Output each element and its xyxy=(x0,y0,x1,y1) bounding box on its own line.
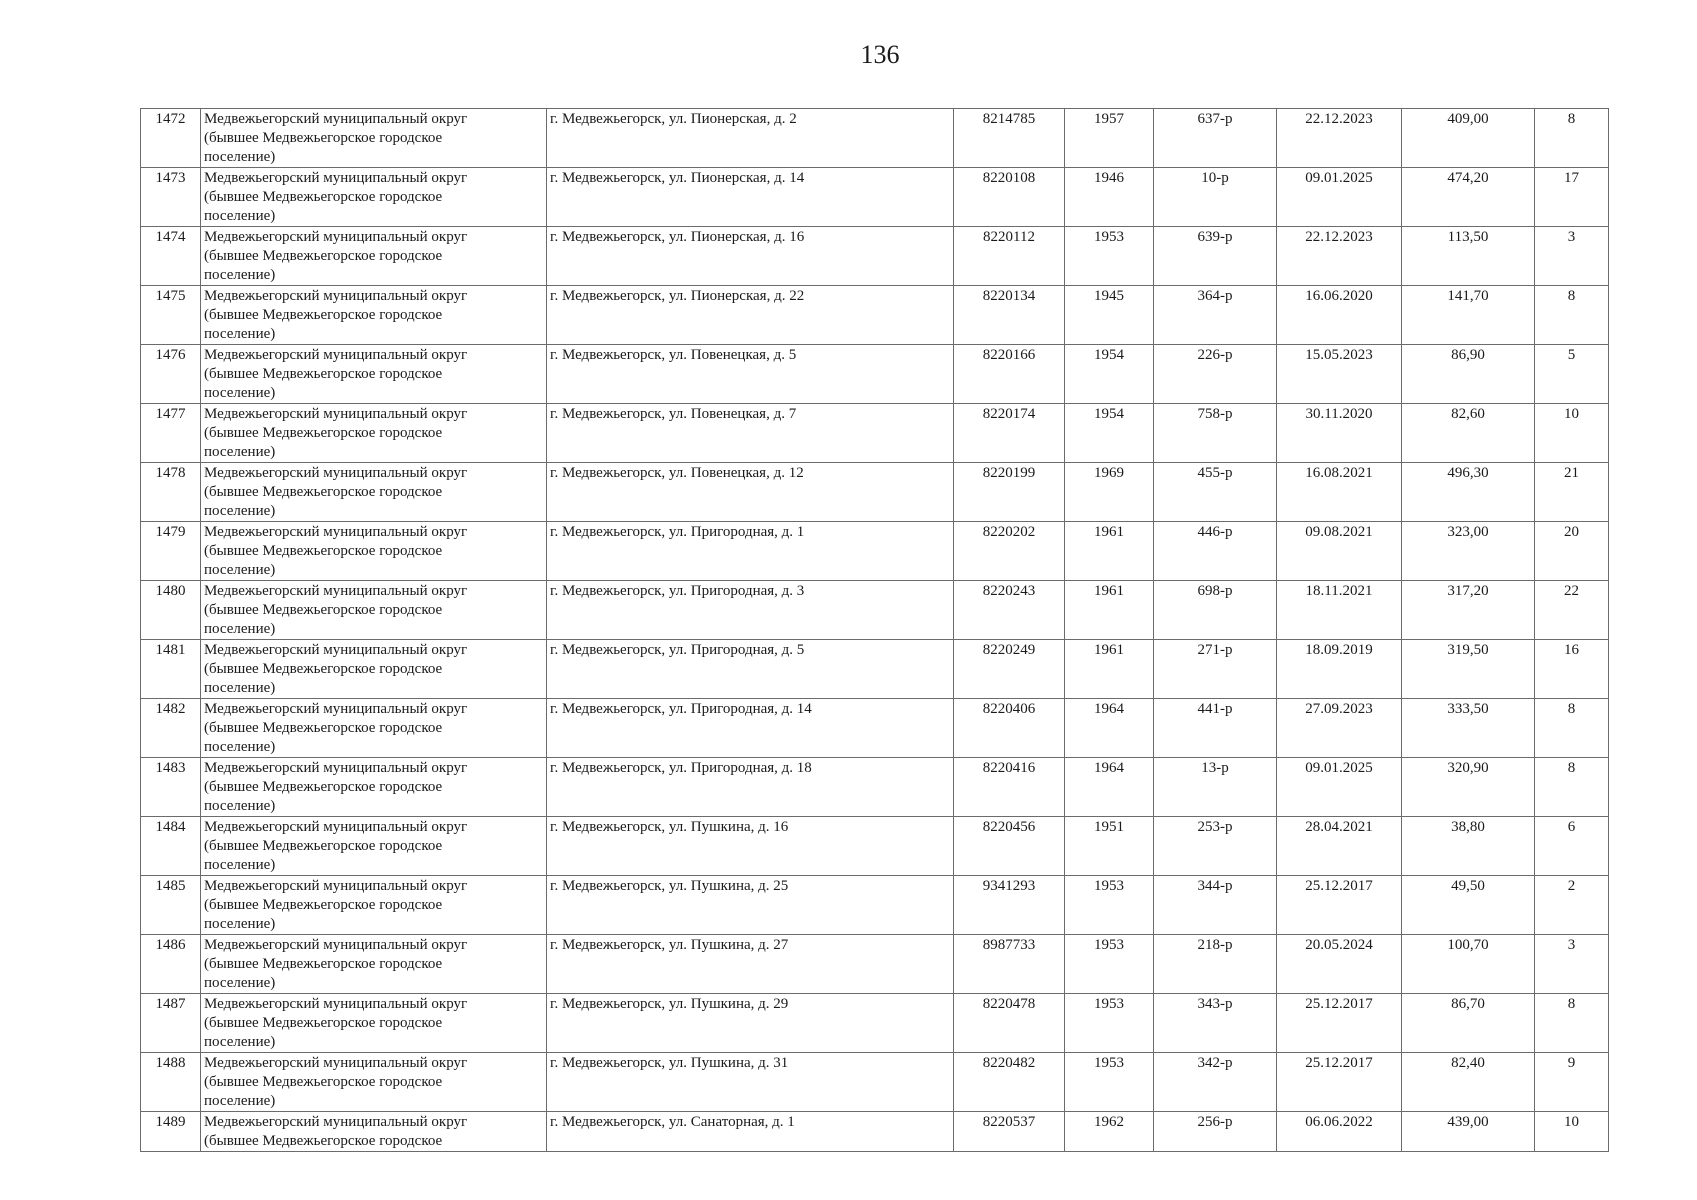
resident-count-cell: 5 xyxy=(1535,345,1609,404)
order-number-cell: 637-р xyxy=(1154,109,1277,168)
municipality-line: (бывшее Медвежьегорское городское xyxy=(204,189,443,205)
object-code-cell: 8220243 xyxy=(954,581,1065,640)
municipality-line: Медвежьегорский муниципальный округ xyxy=(204,819,468,835)
municipality-line: (бывшее Медвежьегорское городское xyxy=(204,779,443,795)
municipality-line: Медвежьегорский муниципальный округ xyxy=(204,1055,468,1071)
area-cell: 113,50 xyxy=(1402,227,1535,286)
object-code-cell: 8220174 xyxy=(954,404,1065,463)
municipality-line: поселение) xyxy=(204,562,276,578)
municipality-line: Медвежьегорский муниципальный округ xyxy=(204,111,468,127)
year-built-cell: 1969 xyxy=(1065,463,1154,522)
area-cell: 474,20 xyxy=(1402,168,1535,227)
resident-count-cell: 16 xyxy=(1535,640,1609,699)
municipality-cell xyxy=(201,522,547,581)
order-number-cell: 343-р xyxy=(1154,994,1277,1053)
municipality-line: Медвежьегорский муниципальный округ xyxy=(204,229,468,245)
municipality-line: поселение) xyxy=(204,739,276,755)
address-cell: г. Медвежьегорск, ул. Повенецкая, д. 5 xyxy=(547,345,954,404)
municipality-line: Медвежьегорский муниципальный округ xyxy=(204,760,468,776)
municipality-line: (бывшее Медвежьегорское городское xyxy=(204,307,443,323)
order-date-cell: 27.09.2023 xyxy=(1277,699,1402,758)
municipality-line: поселение) xyxy=(204,267,276,283)
municipality-cell xyxy=(201,994,547,1053)
municipality-cell xyxy=(201,581,547,640)
year-built-cell: 1961 xyxy=(1065,522,1154,581)
table-row xyxy=(141,286,1609,345)
resident-count-cell: 20 xyxy=(1535,522,1609,581)
area-cell: 320,90 xyxy=(1402,758,1535,817)
row-number-cell: 1478 xyxy=(141,463,201,522)
order-date-cell: 18.11.2021 xyxy=(1277,581,1402,640)
housing-registry-table xyxy=(140,108,1609,1152)
municipality-line: Медвежьегорский муниципальный округ xyxy=(204,937,468,953)
object-code-cell: 8220482 xyxy=(954,1053,1065,1112)
row-number-cell: 1474 xyxy=(141,227,201,286)
municipality-cell xyxy=(201,817,547,876)
municipality-line: поселение) xyxy=(204,680,276,696)
resident-count-cell: 8 xyxy=(1535,699,1609,758)
municipality-cell xyxy=(201,463,547,522)
municipality-line: Медвежьегорский муниципальный округ xyxy=(204,583,468,599)
municipality-line: Медвежьегорский муниципальный округ xyxy=(204,406,468,422)
year-built-cell: 1954 xyxy=(1065,345,1154,404)
resident-count-cell: 10 xyxy=(1535,404,1609,463)
municipality-cell xyxy=(201,168,547,227)
row-number-cell: 1482 xyxy=(141,699,201,758)
municipality-line: Медвежьегорский муниципальный округ xyxy=(204,642,468,658)
address-cell: г. Медвежьегорск, ул. Пушкина, д. 31 xyxy=(547,1053,954,1112)
municipality-line: (бывшее Медвежьегорское городское xyxy=(204,1074,443,1090)
object-code-cell: 8220249 xyxy=(954,640,1065,699)
table-row xyxy=(141,522,1609,581)
municipality-line: (бывшее Медвежьегорское городское xyxy=(204,366,443,382)
address-cell: г. Медвежьегорск, ул. Пригородная, д. 1 xyxy=(547,522,954,581)
year-built-cell: 1953 xyxy=(1065,227,1154,286)
municipality-line: (бывшее Медвежьегорское городское xyxy=(204,897,443,913)
row-number-cell: 1472 xyxy=(141,109,201,168)
table-row xyxy=(141,1053,1609,1112)
municipality-line: (бывшее Медвежьегорское городское xyxy=(204,661,443,677)
order-number-cell: 218-р xyxy=(1154,935,1277,994)
table-row xyxy=(141,1112,1609,1152)
table-row xyxy=(141,345,1609,404)
order-date-cell: 25.12.2017 xyxy=(1277,1053,1402,1112)
municipality-cell xyxy=(201,699,547,758)
municipality-cell xyxy=(201,758,547,817)
order-number-cell: 758-р xyxy=(1154,404,1277,463)
year-built-cell: 1961 xyxy=(1065,581,1154,640)
municipality-line: поселение) xyxy=(204,444,276,460)
order-date-cell: 22.12.2023 xyxy=(1277,109,1402,168)
table-row xyxy=(141,640,1609,699)
object-code-cell: 8220406 xyxy=(954,699,1065,758)
municipality-line: поселение) xyxy=(204,1034,276,1050)
municipality-line: (бывшее Медвежьегорское городское xyxy=(204,956,443,972)
order-date-cell: 09.01.2025 xyxy=(1277,758,1402,817)
row-number-cell: 1486 xyxy=(141,935,201,994)
order-number-cell: 271-р xyxy=(1154,640,1277,699)
table-row xyxy=(141,404,1609,463)
order-date-cell: 25.12.2017 xyxy=(1277,876,1402,935)
municipality-line: (бывшее Медвежьегорское городское xyxy=(204,1133,443,1149)
municipality-cell xyxy=(201,1053,547,1112)
area-cell: 496,30 xyxy=(1402,463,1535,522)
municipality-line: поселение) xyxy=(204,916,276,932)
row-number-cell: 1477 xyxy=(141,404,201,463)
order-date-cell: 15.05.2023 xyxy=(1277,345,1402,404)
year-built-cell: 1964 xyxy=(1065,699,1154,758)
table-row xyxy=(141,994,1609,1053)
municipality-line: (бывшее Медвежьегорское городское xyxy=(204,425,443,441)
address-cell: г. Медвежьегорск, ул. Пушкина, д. 29 xyxy=(547,994,954,1053)
address-cell: г. Медвежьегорск, ул. Пригородная, д. 14 xyxy=(547,699,954,758)
address-cell: г. Медвежьегорск, ул. Пушкина, д. 25 xyxy=(547,876,954,935)
area-cell: 86,90 xyxy=(1402,345,1535,404)
year-built-cell: 1953 xyxy=(1065,935,1154,994)
municipality-line: (бывшее Медвежьегорское городское xyxy=(204,543,443,559)
order-date-cell: 28.04.2021 xyxy=(1277,817,1402,876)
table-row xyxy=(141,935,1609,994)
order-number-cell: 342-р xyxy=(1154,1053,1277,1112)
resident-count-cell: 8 xyxy=(1535,109,1609,168)
order-date-cell: 09.08.2021 xyxy=(1277,522,1402,581)
order-number-cell: 698-р xyxy=(1154,581,1277,640)
order-date-cell: 16.06.2020 xyxy=(1277,286,1402,345)
row-number-cell: 1479 xyxy=(141,522,201,581)
municipality-line: Медвежьегорский муниципальный округ xyxy=(204,701,468,717)
table-row xyxy=(141,463,1609,522)
row-number-cell: 1483 xyxy=(141,758,201,817)
resident-count-cell: 6 xyxy=(1535,817,1609,876)
municipality-line: (бывшее Медвежьегорское городское xyxy=(204,130,443,146)
area-cell: 82,40 xyxy=(1402,1053,1535,1112)
table-row xyxy=(141,109,1609,168)
resident-count-cell: 21 xyxy=(1535,463,1609,522)
municipality-line: (бывшее Медвежьегорское городское xyxy=(204,1015,443,1031)
municipality-line: поселение) xyxy=(204,503,276,519)
table-row xyxy=(141,581,1609,640)
municipality-line: (бывшее Медвежьегорское городское xyxy=(204,484,443,500)
order-number-cell: 441-р xyxy=(1154,699,1277,758)
municipality-cell xyxy=(201,640,547,699)
object-code-cell: 8987733 xyxy=(954,935,1065,994)
table-row xyxy=(141,758,1609,817)
order-date-cell: 20.05.2024 xyxy=(1277,935,1402,994)
order-date-cell: 18.09.2019 xyxy=(1277,640,1402,699)
order-date-cell: 06.06.2022 xyxy=(1277,1112,1402,1152)
year-built-cell: 1946 xyxy=(1065,168,1154,227)
row-number-cell: 1475 xyxy=(141,286,201,345)
address-cell: г. Медвежьегорск, ул. Пионерская, д. 14 xyxy=(547,168,954,227)
resident-count-cell: 3 xyxy=(1535,227,1609,286)
municipality-line: (бывшее Медвежьегорское городское xyxy=(204,248,443,264)
municipality-line: поселение) xyxy=(204,857,276,873)
order-date-cell: 30.11.2020 xyxy=(1277,404,1402,463)
year-built-cell: 1961 xyxy=(1065,640,1154,699)
municipality-line: (бывшее Медвежьегорское городское xyxy=(204,838,443,854)
municipality-line: Медвежьегорский муниципальный округ xyxy=(204,1114,468,1130)
object-code-cell: 8220202 xyxy=(954,522,1065,581)
order-number-cell: 446-р xyxy=(1154,522,1277,581)
order-date-cell: 25.12.2017 xyxy=(1277,994,1402,1053)
address-cell: г. Медвежьегорск, ул. Пригородная, д. 5 xyxy=(547,640,954,699)
row-number-cell: 1473 xyxy=(141,168,201,227)
order-number-cell: 226-р xyxy=(1154,345,1277,404)
order-date-cell: 22.12.2023 xyxy=(1277,227,1402,286)
object-code-cell: 8220166 xyxy=(954,345,1065,404)
object-code-cell: 8220416 xyxy=(954,758,1065,817)
resident-count-cell: 2 xyxy=(1535,876,1609,935)
order-number-cell: 364-р xyxy=(1154,286,1277,345)
area-cell: 317,20 xyxy=(1402,581,1535,640)
order-date-cell: 16.08.2021 xyxy=(1277,463,1402,522)
address-cell: г. Медвежьегорск, ул. Повенецкая, д. 12 xyxy=(547,463,954,522)
year-built-cell: 1962 xyxy=(1065,1112,1154,1152)
year-built-cell: 1953 xyxy=(1065,876,1154,935)
resident-count-cell: 8 xyxy=(1535,758,1609,817)
address-cell: г. Медвежьегорск, ул. Пионерская, д. 2 xyxy=(547,109,954,168)
area-cell: 100,70 xyxy=(1402,935,1535,994)
area-cell: 82,60 xyxy=(1402,404,1535,463)
municipality-line: поселение) xyxy=(204,621,276,637)
row-number-cell: 1487 xyxy=(141,994,201,1053)
page-number: 136 xyxy=(860,40,900,69)
resident-count-cell: 9 xyxy=(1535,1053,1609,1112)
municipality-line: Медвежьегорский муниципальный округ xyxy=(204,878,468,894)
area-cell: 319,50 xyxy=(1402,640,1535,699)
order-date-cell: 09.01.2025 xyxy=(1277,168,1402,227)
municipality-line: поселение) xyxy=(204,149,276,165)
area-cell: 38,80 xyxy=(1402,817,1535,876)
area-cell: 86,70 xyxy=(1402,994,1535,1053)
municipality-cell xyxy=(201,935,547,994)
row-number-cell: 1489 xyxy=(141,1112,201,1152)
municipality-line: поселение) xyxy=(204,975,276,991)
area-cell: 49,50 xyxy=(1402,876,1535,935)
municipality-cell xyxy=(201,286,547,345)
year-built-cell: 1951 xyxy=(1065,817,1154,876)
row-number-cell: 1485 xyxy=(141,876,201,935)
order-number-cell: 639-р xyxy=(1154,227,1277,286)
table-row xyxy=(141,227,1609,286)
resident-count-cell: 22 xyxy=(1535,581,1609,640)
table-row xyxy=(141,699,1609,758)
municipality-line: Медвежьегорский муниципальный округ xyxy=(204,465,468,481)
year-built-cell: 1954 xyxy=(1065,404,1154,463)
address-cell: г. Медвежьегорск, ул. Санаторная, д. 1 xyxy=(547,1112,954,1152)
row-number-cell: 1480 xyxy=(141,581,201,640)
order-number-cell: 344-р xyxy=(1154,876,1277,935)
row-number-cell: 1481 xyxy=(141,640,201,699)
year-built-cell: 1945 xyxy=(1065,286,1154,345)
table-row xyxy=(141,817,1609,876)
order-number-cell: 455-р xyxy=(1154,463,1277,522)
municipality-line: поселение) xyxy=(204,798,276,814)
address-cell: г. Медвежьегорск, ул. Пушкина, д. 16 xyxy=(547,817,954,876)
area-cell: 333,50 xyxy=(1402,699,1535,758)
municipality-line: поселение) xyxy=(204,326,276,342)
table-body xyxy=(141,109,1609,1152)
municipality-cell xyxy=(201,404,547,463)
order-number-cell: 256-р xyxy=(1154,1112,1277,1152)
municipality-cell xyxy=(201,109,547,168)
address-cell: г. Медвежьегорск, ул. Пионерская, д. 22 xyxy=(547,286,954,345)
address-cell: г. Медвежьегорск, ул. Повенецкая, д. 7 xyxy=(547,404,954,463)
year-built-cell: 1964 xyxy=(1065,758,1154,817)
order-number-cell: 253-р xyxy=(1154,817,1277,876)
row-number-cell: 1484 xyxy=(141,817,201,876)
area-cell: 323,00 xyxy=(1402,522,1535,581)
address-cell: г. Медвежьегорск, ул. Пригородная, д. 3 xyxy=(547,581,954,640)
address-cell: г. Медвежьегорск, ул. Пионерская, д. 16 xyxy=(547,227,954,286)
area-cell: 141,70 xyxy=(1402,286,1535,345)
object-code-cell: 8220108 xyxy=(954,168,1065,227)
municipality-cell xyxy=(201,876,547,935)
table-row xyxy=(141,876,1609,935)
object-code-cell: 8220134 xyxy=(954,286,1065,345)
resident-count-cell: 3 xyxy=(1535,935,1609,994)
municipality-cell xyxy=(201,345,547,404)
municipality-line: Медвежьегорский муниципальный округ xyxy=(204,996,468,1012)
object-code-cell: 8220456 xyxy=(954,817,1065,876)
municipality-line: (бывшее Медвежьегорское городское xyxy=(204,602,443,618)
row-number-cell: 1488 xyxy=(141,1053,201,1112)
order-number-cell: 13-р xyxy=(1154,758,1277,817)
municipality-line: Медвежьегорский муниципальный округ xyxy=(204,347,468,363)
municipality-line: Медвежьегорский муниципальный округ xyxy=(204,170,468,186)
object-code-cell: 8220112 xyxy=(954,227,1065,286)
municipality-line: Медвежьегорский муниципальный округ xyxy=(204,524,468,540)
object-code-cell: 8214785 xyxy=(954,109,1065,168)
object-code-cell: 9341293 xyxy=(954,876,1065,935)
object-code-cell: 8220199 xyxy=(954,463,1065,522)
year-built-cell: 1953 xyxy=(1065,1053,1154,1112)
resident-count-cell: 10 xyxy=(1535,1112,1609,1152)
object-code-cell: 8220478 xyxy=(954,994,1065,1053)
resident-count-cell: 17 xyxy=(1535,168,1609,227)
year-built-cell: 1953 xyxy=(1065,994,1154,1053)
object-code-cell: 8220537 xyxy=(954,1112,1065,1152)
row-number-cell: 1476 xyxy=(141,345,201,404)
municipality-cell xyxy=(201,1112,547,1152)
address-cell: г. Медвежьегорск, ул. Пушкина, д. 27 xyxy=(547,935,954,994)
municipality-line: поселение) xyxy=(204,208,276,224)
municipality-line: поселение) xyxy=(204,1093,276,1109)
resident-count-cell: 8 xyxy=(1535,286,1609,345)
municipality-line: поселение) xyxy=(204,385,276,401)
area-cell: 439,00 xyxy=(1402,1112,1535,1152)
municipality-cell xyxy=(201,227,547,286)
address-cell: г. Медвежьегорск, ул. Пригородная, д. 18 xyxy=(547,758,954,817)
municipality-line: Медвежьегорский муниципальный округ xyxy=(204,288,468,304)
year-built-cell: 1957 xyxy=(1065,109,1154,168)
municipality-line: (бывшее Медвежьегорское городское xyxy=(204,720,443,736)
resident-count-cell: 8 xyxy=(1535,994,1609,1053)
table-row xyxy=(141,168,1609,227)
area-cell: 409,00 xyxy=(1402,109,1535,168)
order-number-cell: 10-р xyxy=(1154,168,1277,227)
